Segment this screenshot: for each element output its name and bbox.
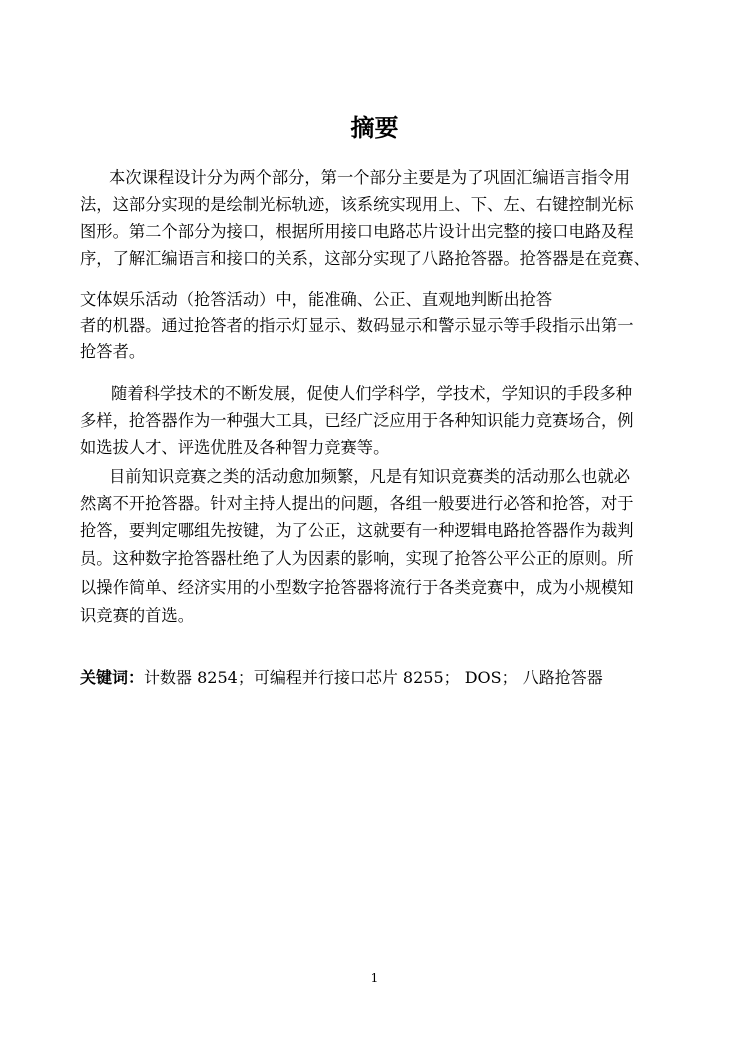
paragraph-line: 本次课程设计分为两个部分，第一个部分主要是为了巩固汇编语言指令用 [109,168,631,187]
paragraph-line: 抢答，要判定哪组先按键，为了公正，这就要有一种逻辑电路抢答器作为裁判 [80,521,634,540]
paragraph-line: 抢答者。 [80,342,146,361]
paragraph-line: 如选拔人才、评选优胜及各种智力竞赛等。 [80,438,390,457]
keywords-label: 关键词： [80,668,145,687]
paragraph-line: 图形。第二个部分为接口，根据所用接口电路芯片设计出完整的接口电路及程 [80,222,634,241]
page-title: 摘要 [350,114,399,142]
paragraph-line: 随着科学技术的不断发展，促使人们学科学，学技术，学知识的手段多种 [111,384,633,403]
paragraph-line: 多样，抢答器作为一种强大工具，已经广泛应用于各种知识能力竞赛场合，例 [80,411,634,430]
paragraph-line: 文体娱乐活动（抢答活动）中，能准确、公正、直观地判断出抢答 [80,290,553,309]
paragraph-line: 然离不开抢答器。针对主持人提出的问题，各组一般要进行必答和抢答，对于 [80,494,634,513]
keywords-text: 计数器 8254；可编程并行接口芯片 8255； DOS； 八路抢答器 [144,668,603,687]
paragraph-line: 员。这种数字抢答器杜绝了人为因素的影响，实现了抢答公平公正的原则。所 [80,549,634,568]
paragraph-line: 者的机器。通过抢答者的指示灯显示、数码显示和警示显示等手段指示出第一 [80,316,634,335]
paragraph-line: 法，这部分实现的是绘制光标轨迹，该系统实现用上、下、左、右键控制光标 [80,195,634,214]
paragraph-line: 识竞赛的首选。 [80,606,194,625]
keywords-line [80,668,603,688]
paragraph-line: 序，了解汇编语言和接口的关系，这部分实现了八路抢答器。抢答器是在竞赛、 [80,249,650,268]
paragraph-line: 以操作简单、经济实用的小型数字抢答器将流行于各类竞赛中，成为小规模知 [80,578,634,597]
paragraph-line: 目前知识竞赛之类的活动愈加频繁，凡是有知识竞赛类的活动那么也就必 [109,467,631,486]
page-number: 1 [370,971,379,985]
